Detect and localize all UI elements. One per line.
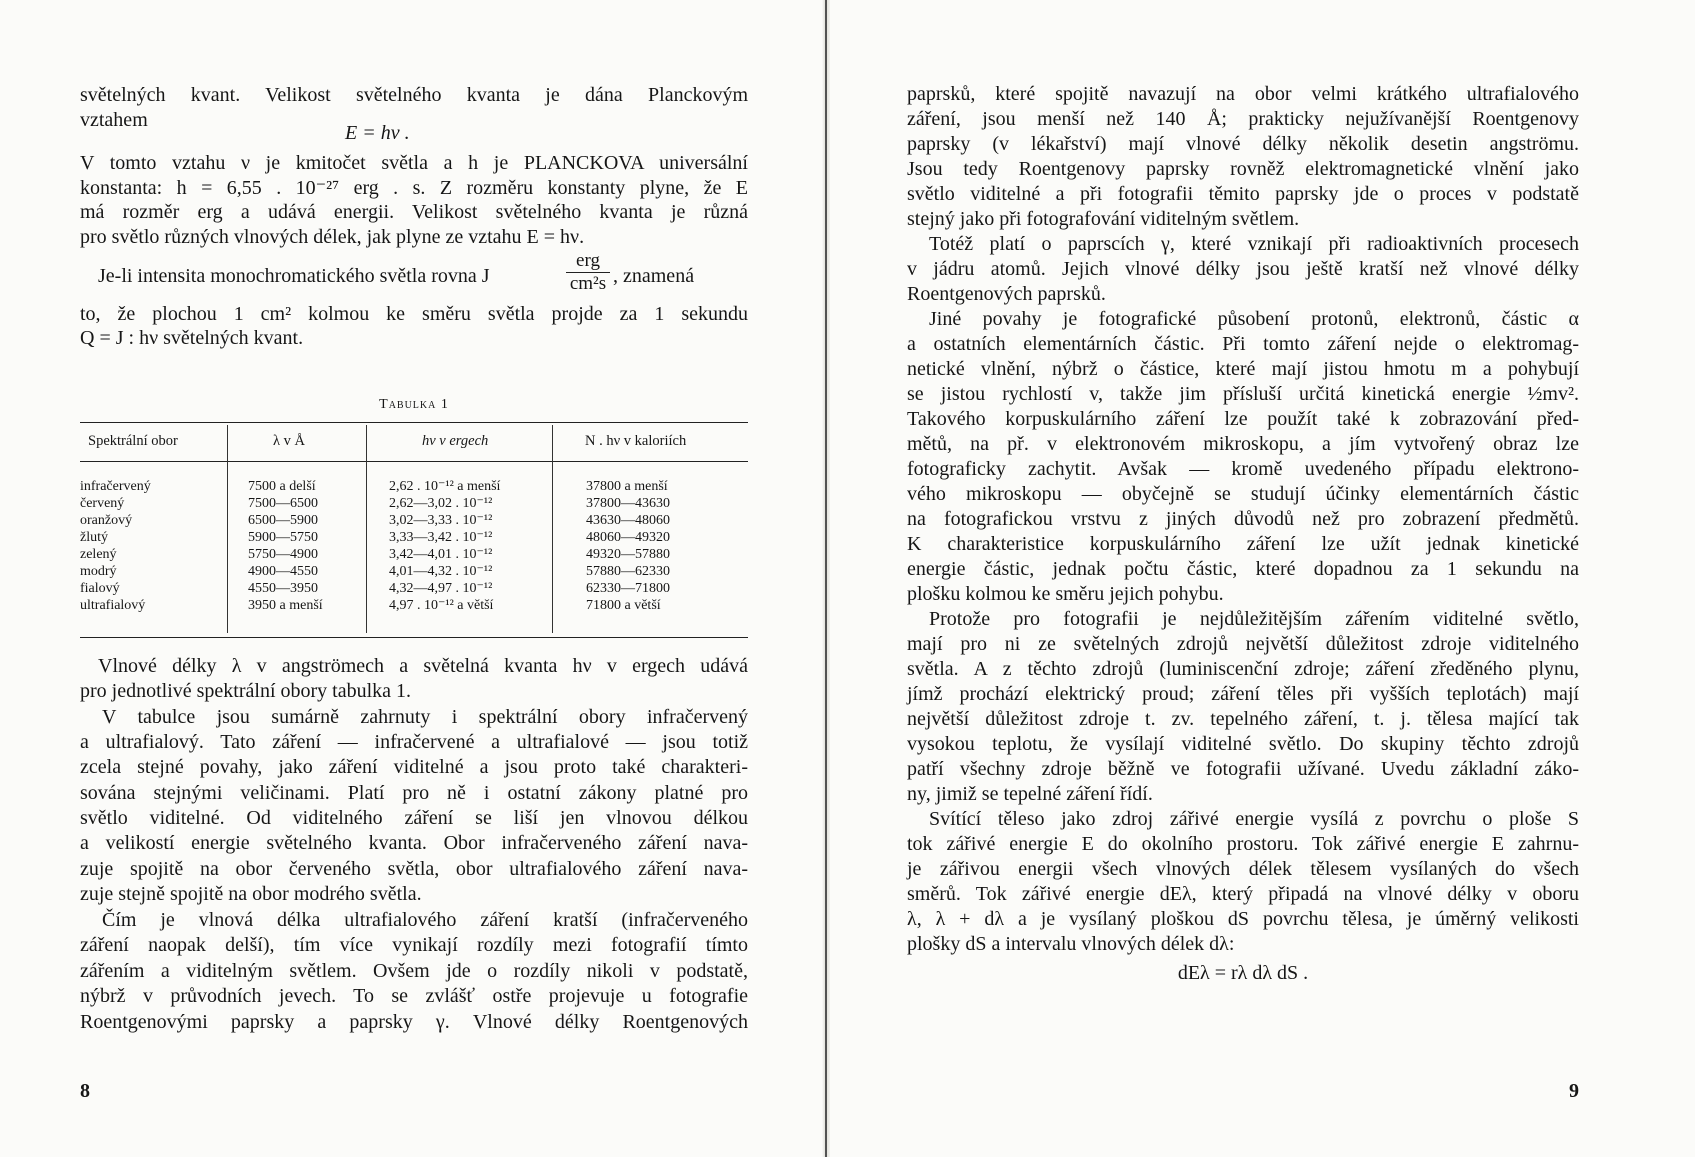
table-header-cell: Spektrální obor bbox=[88, 433, 178, 449]
table-cell: 7500—6500 bbox=[248, 496, 318, 511]
text-line: to, že plochou 1 cm² kolmou ke směru světla projde za 1 sekundu bbox=[80, 303, 748, 325]
table-cell: 3,02—3,33 . 10⁻¹² bbox=[389, 513, 493, 528]
table-cell: 37800 a menší bbox=[586, 479, 668, 494]
table-header-rule bbox=[80, 461, 748, 462]
text-line: mětů, na př. v elektronovém mikroskopu, a jím vytvořený obraz lze bbox=[907, 433, 1579, 455]
left-page bbox=[80, 0, 748, 1157]
text-line: V tomto vztahu ν je kmitočet světla a h je PLANCKOVA universální bbox=[80, 152, 748, 174]
table-cell: 4900—4550 bbox=[248, 564, 318, 579]
text-line: zářením a viditelným světlem. Ovšem jde o rozdíly nikoli v podstatě, bbox=[80, 960, 748, 982]
table-cell: žlutý bbox=[80, 530, 108, 545]
text-line: K charakteristice korpuskulárního záření lze užít jednak kinetické bbox=[907, 533, 1579, 555]
text-line: vysokou teplotu, že vysílají viditelné světlo. Do skupiny těchto zdrojů bbox=[907, 733, 1579, 755]
table-title: Tabulka 1 bbox=[379, 397, 449, 412]
text-line: je zářivou energii všech vlnových délek tělesem vysílaných do všech bbox=[907, 858, 1579, 880]
text-line: Jiné povahy je fotografické působení protonů, elektronů, částic α bbox=[929, 308, 1579, 330]
table-cell: 49320—57880 bbox=[586, 547, 670, 562]
text-line: zuje spojitě na obor červeného světla, obor ultrafialového záření nava- bbox=[80, 858, 748, 880]
text-line: světla. A z těchto zdrojů (luminiscenční zdroje; záření zředěného plynu, bbox=[907, 658, 1579, 680]
table-cell: fialový bbox=[80, 581, 120, 596]
text-line: Protože pro fotografii je nejdůležitějším zářením viditelné světlo, bbox=[929, 608, 1579, 630]
text-line: Roentgenových paprsků. bbox=[907, 283, 1106, 305]
text-line: , znamená bbox=[613, 265, 695, 287]
text-line: pro jednotlivé spektrální obory tabulka 1. bbox=[80, 680, 412, 702]
text-line: má rozměr erg a udává energii. Velikost světelného kvanta je různá bbox=[80, 201, 748, 223]
text-line: světlo viditelné. Od viditelného záření se liší jen vlnovou délkou bbox=[80, 807, 748, 829]
text-line: zcela stejné povahy, jako záření viditelné a jsou proto také charakteri- bbox=[80, 756, 748, 778]
text-line: Totéž platí o paprscích γ, které vznikají při radioaktivních procesech bbox=[929, 233, 1579, 255]
table-cell: modrý bbox=[80, 564, 117, 579]
text-line: tok zářivé energie E do okolního prostoru. Tok zářivé energie E zahrnu- bbox=[907, 833, 1579, 855]
text-line: Q = J : hν světelných kvant. bbox=[80, 327, 304, 349]
table-cell: 7500 a delší bbox=[248, 479, 316, 494]
table-header-cell: λ v Å bbox=[273, 433, 306, 449]
table-cell: oranžový bbox=[80, 513, 133, 528]
table-cell: 62330—71800 bbox=[586, 581, 670, 596]
table-column-rule bbox=[366, 425, 367, 633]
text-line: Je-li intensita monochromatického světla rovna J bbox=[98, 265, 490, 287]
fraction-numerator: erg bbox=[566, 250, 610, 273]
text-line: pro světlo různých vlnových délek, jak plyne ze vztahu E = hν. bbox=[80, 226, 585, 248]
table-header-cell: N . hν v kaloriích bbox=[585, 433, 687, 449]
text-line: stejný jako při fotografování viditelným světlem. bbox=[907, 208, 1300, 230]
table-cell: 43630—48060 bbox=[586, 513, 670, 528]
text-line: na fotografickou vrstvu z jiných důvodů než pro zobrazení předmětů. bbox=[907, 508, 1579, 530]
text-line: záření, jsou menší než 140 Å; prakticky nejužívanější Roentgenovy bbox=[907, 108, 1579, 130]
text-line: Svítící těleso jako zdroj zářivé energie vysílá z povrchu o ploše S bbox=[929, 808, 1579, 830]
text-line: fotograficky zachytit. Avšak — kromě uvedeného případu elektrono- bbox=[907, 458, 1579, 480]
text-line: V tabulce jsou sumárně zahrnuty i spektrální obory infračervený bbox=[102, 706, 748, 728]
text-line: mají pro ni ze světelných zdrojů největší důležitost zdroje viditelného bbox=[907, 633, 1579, 655]
text-line: záření naopak delší), tím více vynikají rozdíly mezi fotografií tímto bbox=[80, 934, 748, 956]
fraction-denominator: cm²s bbox=[569, 273, 607, 294]
text-line: směrů. Tok zářivé energie dEλ, který připadá na vlnové délky v oboru bbox=[907, 883, 1579, 905]
table-header-cell: hν v ergech bbox=[422, 433, 489, 449]
table-cell: 4,32—4,97 . 10⁻¹² bbox=[389, 581, 493, 596]
text-line: Takového korpuskulárního záření lze použít také k zobrazování před- bbox=[907, 408, 1579, 430]
text-line: zuje stejně spojitě na obor modrého světla. bbox=[80, 883, 422, 905]
table-column-spectral-range bbox=[80, 478, 151, 614]
table-cell: 4,01—4,32 . 10⁻¹² bbox=[389, 564, 493, 579]
table-cell: ultrafialový bbox=[80, 598, 146, 613]
text-line: Vlnové délky λ v angströmech a světelná kvanta hν v ergech udává bbox=[98, 655, 748, 677]
table-cell: zelený bbox=[80, 547, 117, 562]
text-line: sována stejnými veličinami. Platí pro ně i ostatní zákony platné pro bbox=[80, 782, 748, 804]
table-column-rule bbox=[552, 425, 553, 633]
table-column-wavelength bbox=[248, 478, 323, 614]
table-top-rule bbox=[80, 422, 748, 423]
text-line: plošku kolmou ke směru jejich pohybu. bbox=[907, 583, 1224, 605]
text-line: největší důležitost zdroje t. zv. tepelného záření, t. j. tělesa mající tak bbox=[907, 708, 1579, 730]
text-line: a ostatních elementárních částic. Při tomto záření nejde o elektromag- bbox=[907, 333, 1579, 355]
page-number: 8 bbox=[80, 1080, 90, 1102]
table-cell: 71800 a větší bbox=[586, 598, 661, 613]
text-line: patří všechny zdroje běžně ve fotografii užívané. Uvedu základní záko- bbox=[907, 758, 1579, 780]
text-line: světlo viditelné a při fotografii těmito paprsky jde o proces v podstatě bbox=[907, 183, 1579, 205]
table-cell: 57880—62330 bbox=[586, 564, 670, 579]
formula-planck: E = hν . bbox=[345, 122, 410, 144]
text-line: plošky dS a intervalu vlnových délek dλ: bbox=[907, 933, 1235, 955]
right-page bbox=[907, 0, 1579, 1157]
table-cell: 37800—43630 bbox=[586, 496, 670, 511]
text-line: paprsků, které spojitě navazují na obor velmi krátkého ultrafialového bbox=[907, 83, 1579, 105]
formula-radiant-flux: dEλ = rλ dλ dS . bbox=[1177, 962, 1309, 984]
text-line: světelných kvant. Velikost světelného kvanta je dána Planckovým bbox=[80, 84, 748, 106]
table-cell: 48060—49320 bbox=[586, 530, 670, 545]
table-cell: 5900—5750 bbox=[248, 530, 318, 545]
table-cell: infračervený bbox=[80, 479, 151, 494]
text-line: paprsky (v lékařství) mají vlnové délky několik desetin angströmu. bbox=[907, 133, 1579, 155]
table-cell: 4550—3950 bbox=[248, 581, 318, 596]
text-line: nýbrž v průvodních jevech. To se zvlášť ostře projevuje u fotografie bbox=[80, 985, 748, 1007]
table-cell: 3,33—3,42 . 10⁻¹² bbox=[389, 530, 493, 545]
text-line: energie částic, jednak počtu částic, které dopadnou za 1 sekundu na bbox=[907, 558, 1579, 580]
table-cell: červený bbox=[80, 496, 125, 511]
table-cell: 6500—5900 bbox=[248, 513, 318, 528]
text-line: netické vlnění, nýbrž o částice, které mají jistou hmotu m a pohybují bbox=[907, 358, 1579, 380]
text-line: λ, λ + dλ a je vysílaný ploškou dS povrchu tělesa, je úměrný velikosti bbox=[907, 908, 1579, 930]
table-column-calories bbox=[586, 478, 670, 614]
text-line: konstanta: h = 6,55 . 10⁻²⁷ erg . s. Z rozměru konstanty plyne, že E bbox=[80, 177, 748, 199]
page-number: 9 bbox=[1569, 1080, 1579, 1102]
text-line: Jsou tedy Roentgenovy paprsky rovněž elektromagnetické vlnění jako bbox=[907, 158, 1579, 180]
text-line: se jistou rychlostí v, takže jim přísluší určitá kinetická energie ½mv². bbox=[907, 383, 1579, 405]
table-bottom-rule bbox=[80, 637, 748, 638]
text-line: v jádru atomů. Jejich vlnové délky jsou ještě kratší než vlnové délky bbox=[907, 258, 1579, 280]
table-cell: 3950 a menší bbox=[248, 598, 323, 613]
fraction bbox=[566, 250, 610, 295]
text-line: vého mikroskopu — obyčejně se studují účinky elementárních částic bbox=[907, 483, 1579, 505]
text-line: vztahem bbox=[80, 109, 148, 131]
text-line: ny, jimiž se tepelné záření řídí. bbox=[907, 783, 1153, 805]
text-line: a velikostí energie světelného kvanta. Obor infračerveného záření nava- bbox=[80, 832, 748, 854]
table-cell: 4,97 . 10⁻¹² a větší bbox=[389, 598, 494, 613]
table-cell: 3,42—4,01 . 10⁻¹² bbox=[389, 547, 493, 562]
table-column-energy bbox=[389, 478, 500, 614]
table-cell: 5750—4900 bbox=[248, 547, 318, 562]
text-line: Roentgenovými paprsky a paprsky γ. Vlnové délky Roentgenových bbox=[80, 1011, 748, 1033]
text-line: jímž prochází elektrický proud; záření těles při vyšších teplotách) mají bbox=[907, 683, 1579, 705]
text-line: Čím je vlnová délka ultrafialového záření kratší (infračerveného bbox=[102, 909, 748, 931]
table-column-rule bbox=[227, 425, 228, 633]
table-cell: 2,62 . 10⁻¹² a menší bbox=[389, 479, 501, 494]
table-cell: 2,62—3,02 . 10⁻¹² bbox=[389, 496, 493, 511]
gutter-line bbox=[825, 0, 827, 1157]
text-line: a ultrafialový. Tato záření — infračervené a ultrafialové — jsou totiž bbox=[80, 731, 748, 753]
